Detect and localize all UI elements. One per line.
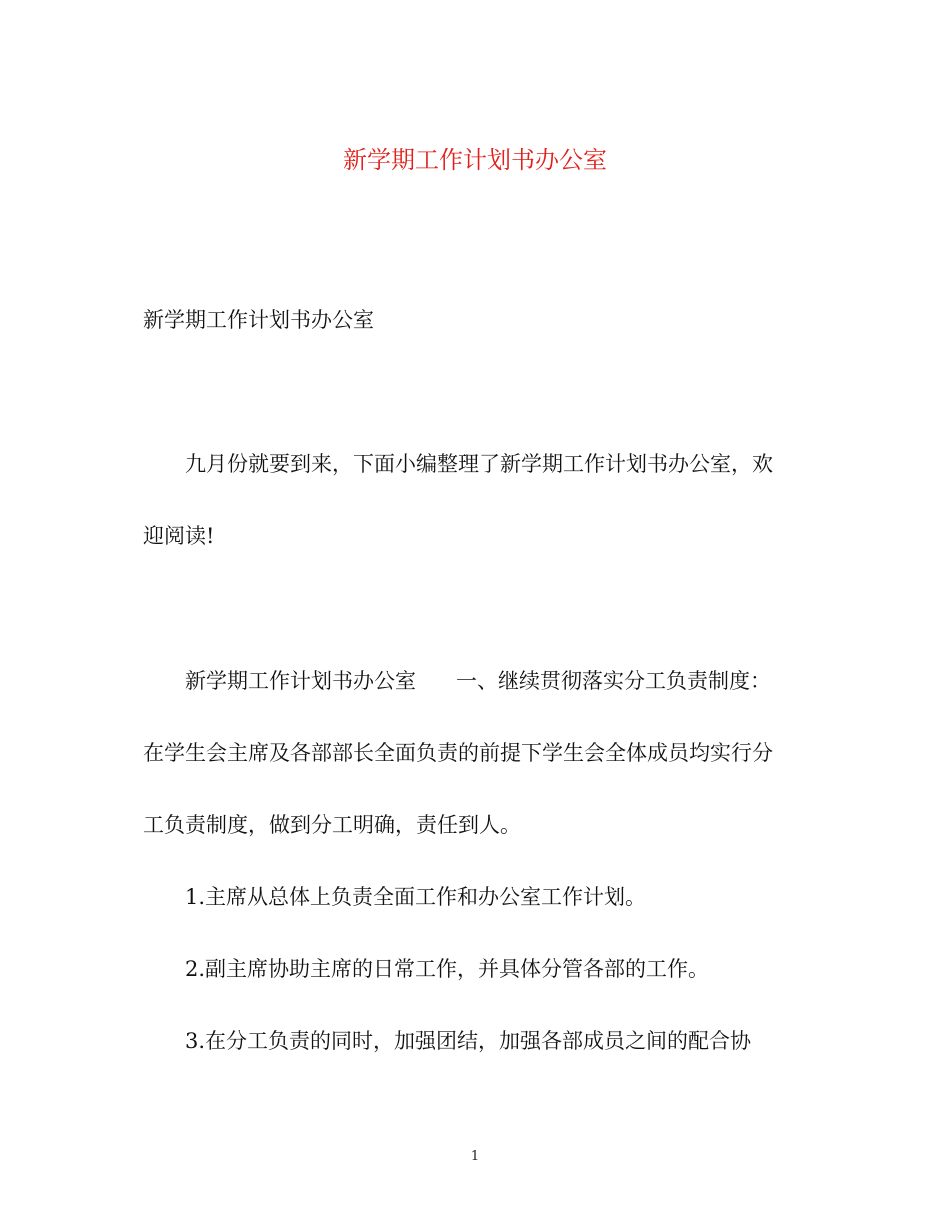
- list-item-3: 3.在分工负责的同时，加强团结，加强各部成员之间的配合协: [185, 1029, 752, 1053]
- section-first-line: [185, 665, 771, 697]
- document-subtitle: 新学期工作计划书办公室: [143, 308, 374, 332]
- page-number: 1: [470, 1149, 480, 1164]
- list-item-2: 2.副主席协助主席的日常工作，并具体分管各部的工作。: [185, 957, 710, 981]
- section-heading: 新学期工作计划书办公室: [185, 669, 416, 693]
- intro-paragraph-line-1: 九月份就要到来，下面小编整理了新学期工作计划书办公室，欢: [185, 452, 773, 476]
- list-item-1: 1.主席从总体上负责全面工作和办公室工作计划。: [185, 885, 647, 909]
- intro-paragraph-line-2: 迎阅读!: [143, 524, 215, 548]
- section-point-one: 一、继续贯彻落实分工负责制度：: [456, 669, 771, 693]
- body-paragraph-line-1: 在学生会主席及各部部长全面负责的前提下学生会全体成员均实行分: [143, 741, 773, 765]
- document-title: 新学期工作计划书办公室: [343, 146, 607, 174]
- body-paragraph-line-2: 工负责制度，做到分工明确，责任到人。: [143, 813, 521, 837]
